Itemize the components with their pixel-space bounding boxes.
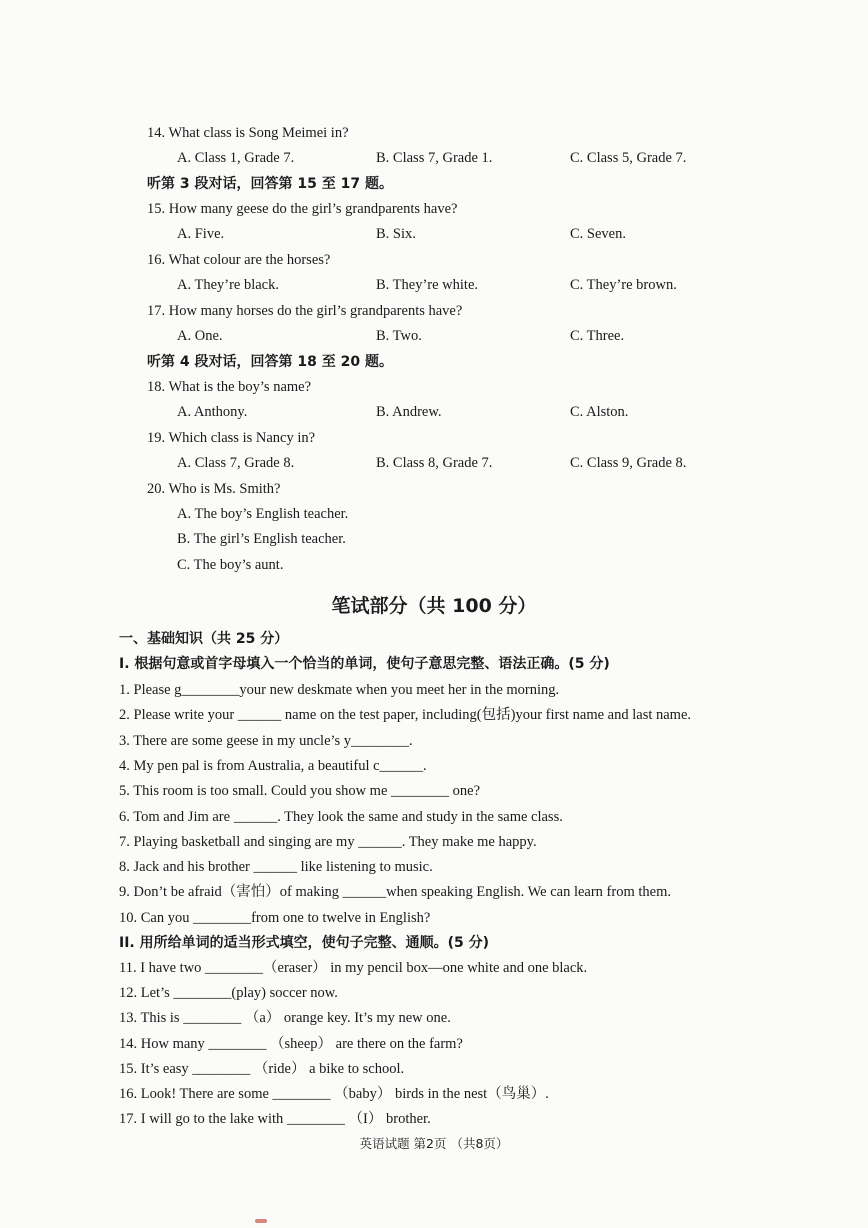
option-b: B. They’re white. [376,277,479,293]
option: A. The boy’s English teacher. [177,506,349,522]
question: 17. How many horses do the girl’s grandparents have? [147,303,463,319]
fill-in-item: 3. There are some geese in my uncle’s y________. [119,732,413,749]
fill-in-item: 8. Jack and his brother ______ like listening to music. [119,859,433,876]
word-form-item: 15. It’s easy ________ （ride） a bike to school. [119,1060,405,1077]
option-a: A. Five. [177,226,225,242]
word-form-item: 12. Let’s ________(play) soccer now. [119,985,338,1002]
question: 19. Which class is Nancy in? [147,430,316,446]
fill-in-item: 2. Please write your ______ name on the test paper, including(包括)your first name and last name. [119,707,692,724]
section-heading: 听第 4 段对话，回答第 18 至 20 题。 [147,354,393,370]
question: 18. What is the boy’s name? [147,379,312,395]
option-a: A. Anthony. [177,404,248,420]
part1-title: 一、基础知识（共 25 分） [119,631,289,647]
fill-in-item: 7. Playing basketball and singing are my ______. They make me happy. [119,833,537,850]
option-a: A. Class 1, Grade 7. [177,150,295,166]
question: 16. What colour are the horses? [147,252,331,268]
scan-mark [255,1219,267,1223]
option-c: C. Class 5, Grade 7. [570,150,687,166]
fill-in-item: 9. Don’t be afraid（害怕）of making ______when speaking English. We can learn from them. [119,884,671,901]
fill-in-item: 5. This room is too small. Could you show me ________ one? [119,783,481,800]
section2-title: II. 用所给单词的适当形式填空，使句子完整、通顺。(5 分) [119,935,490,951]
option-c: C. Class 9, Grade 8. [570,455,687,471]
option-b: B. Andrew. [376,404,442,420]
option-a: A. They’re black. [177,277,279,293]
written-part-title: 笔试部分（共 100 分） [331,595,537,617]
section-heading: 听第 3 段对话，回答第 15 至 17 题。 [147,176,393,192]
fill-in-item: 6. Tom and Jim are ______. They look the same and study in the same class. [119,808,563,825]
question: 20. Who is Ms. Smith? [147,481,281,497]
option-b: B. Two. [376,328,422,344]
option-c: C. Seven. [570,226,626,242]
option-a: A. Class 7, Grade 8. [177,455,295,471]
option-b: B. Six. [376,226,416,242]
word-form-item: 14. How many ________ （sheep） are there on the farm? [119,1035,463,1052]
section1-title: I. 根据句意或首字母填入一个恰当的单词，使句子意思完整、语法正确。(5 分) [119,656,610,672]
option-a: A. One. [177,328,223,344]
option-c: C. Alston. [570,404,629,420]
fill-in-item: 10. Can you ________from one to twelve in English? [119,909,431,926]
option-c: C. They’re brown. [570,277,677,293]
question: 15. How many geese do the girl’s grandparents have? [147,201,458,217]
fill-in-item: 4. My pen pal is from Australia, a beautiful c______. [119,757,427,774]
fill-in-item: 1. Please g________your new deskmate when you meet her in the morning. [119,682,560,698]
word-form-item: 13. This is ________ （a） orange key. It’s my new one. [119,1010,451,1027]
word-form-item: 17. I will go to the lake with ________ （I） brother. [119,1111,431,1128]
option-c: C. Three. [570,328,625,344]
page-footer: 英语试题 第2页 （共8页） [359,1136,509,1151]
option-b: B. Class 7, Grade 1. [376,150,493,166]
option: B. The girl’s English teacher. [177,531,346,547]
option: C. The boy’s aunt. [177,557,284,573]
option-b: B. Class 8, Grade 7. [376,455,493,471]
question: 14. What class is Song Meimei in? [147,125,349,141]
word-form-item: 16. Look! There are some ________ （baby） birds in the nest（鸟巢）. [119,1086,549,1102]
word-form-item: 11. I have two ________（eraser） in my pencil box—one white and one black. [119,960,588,976]
